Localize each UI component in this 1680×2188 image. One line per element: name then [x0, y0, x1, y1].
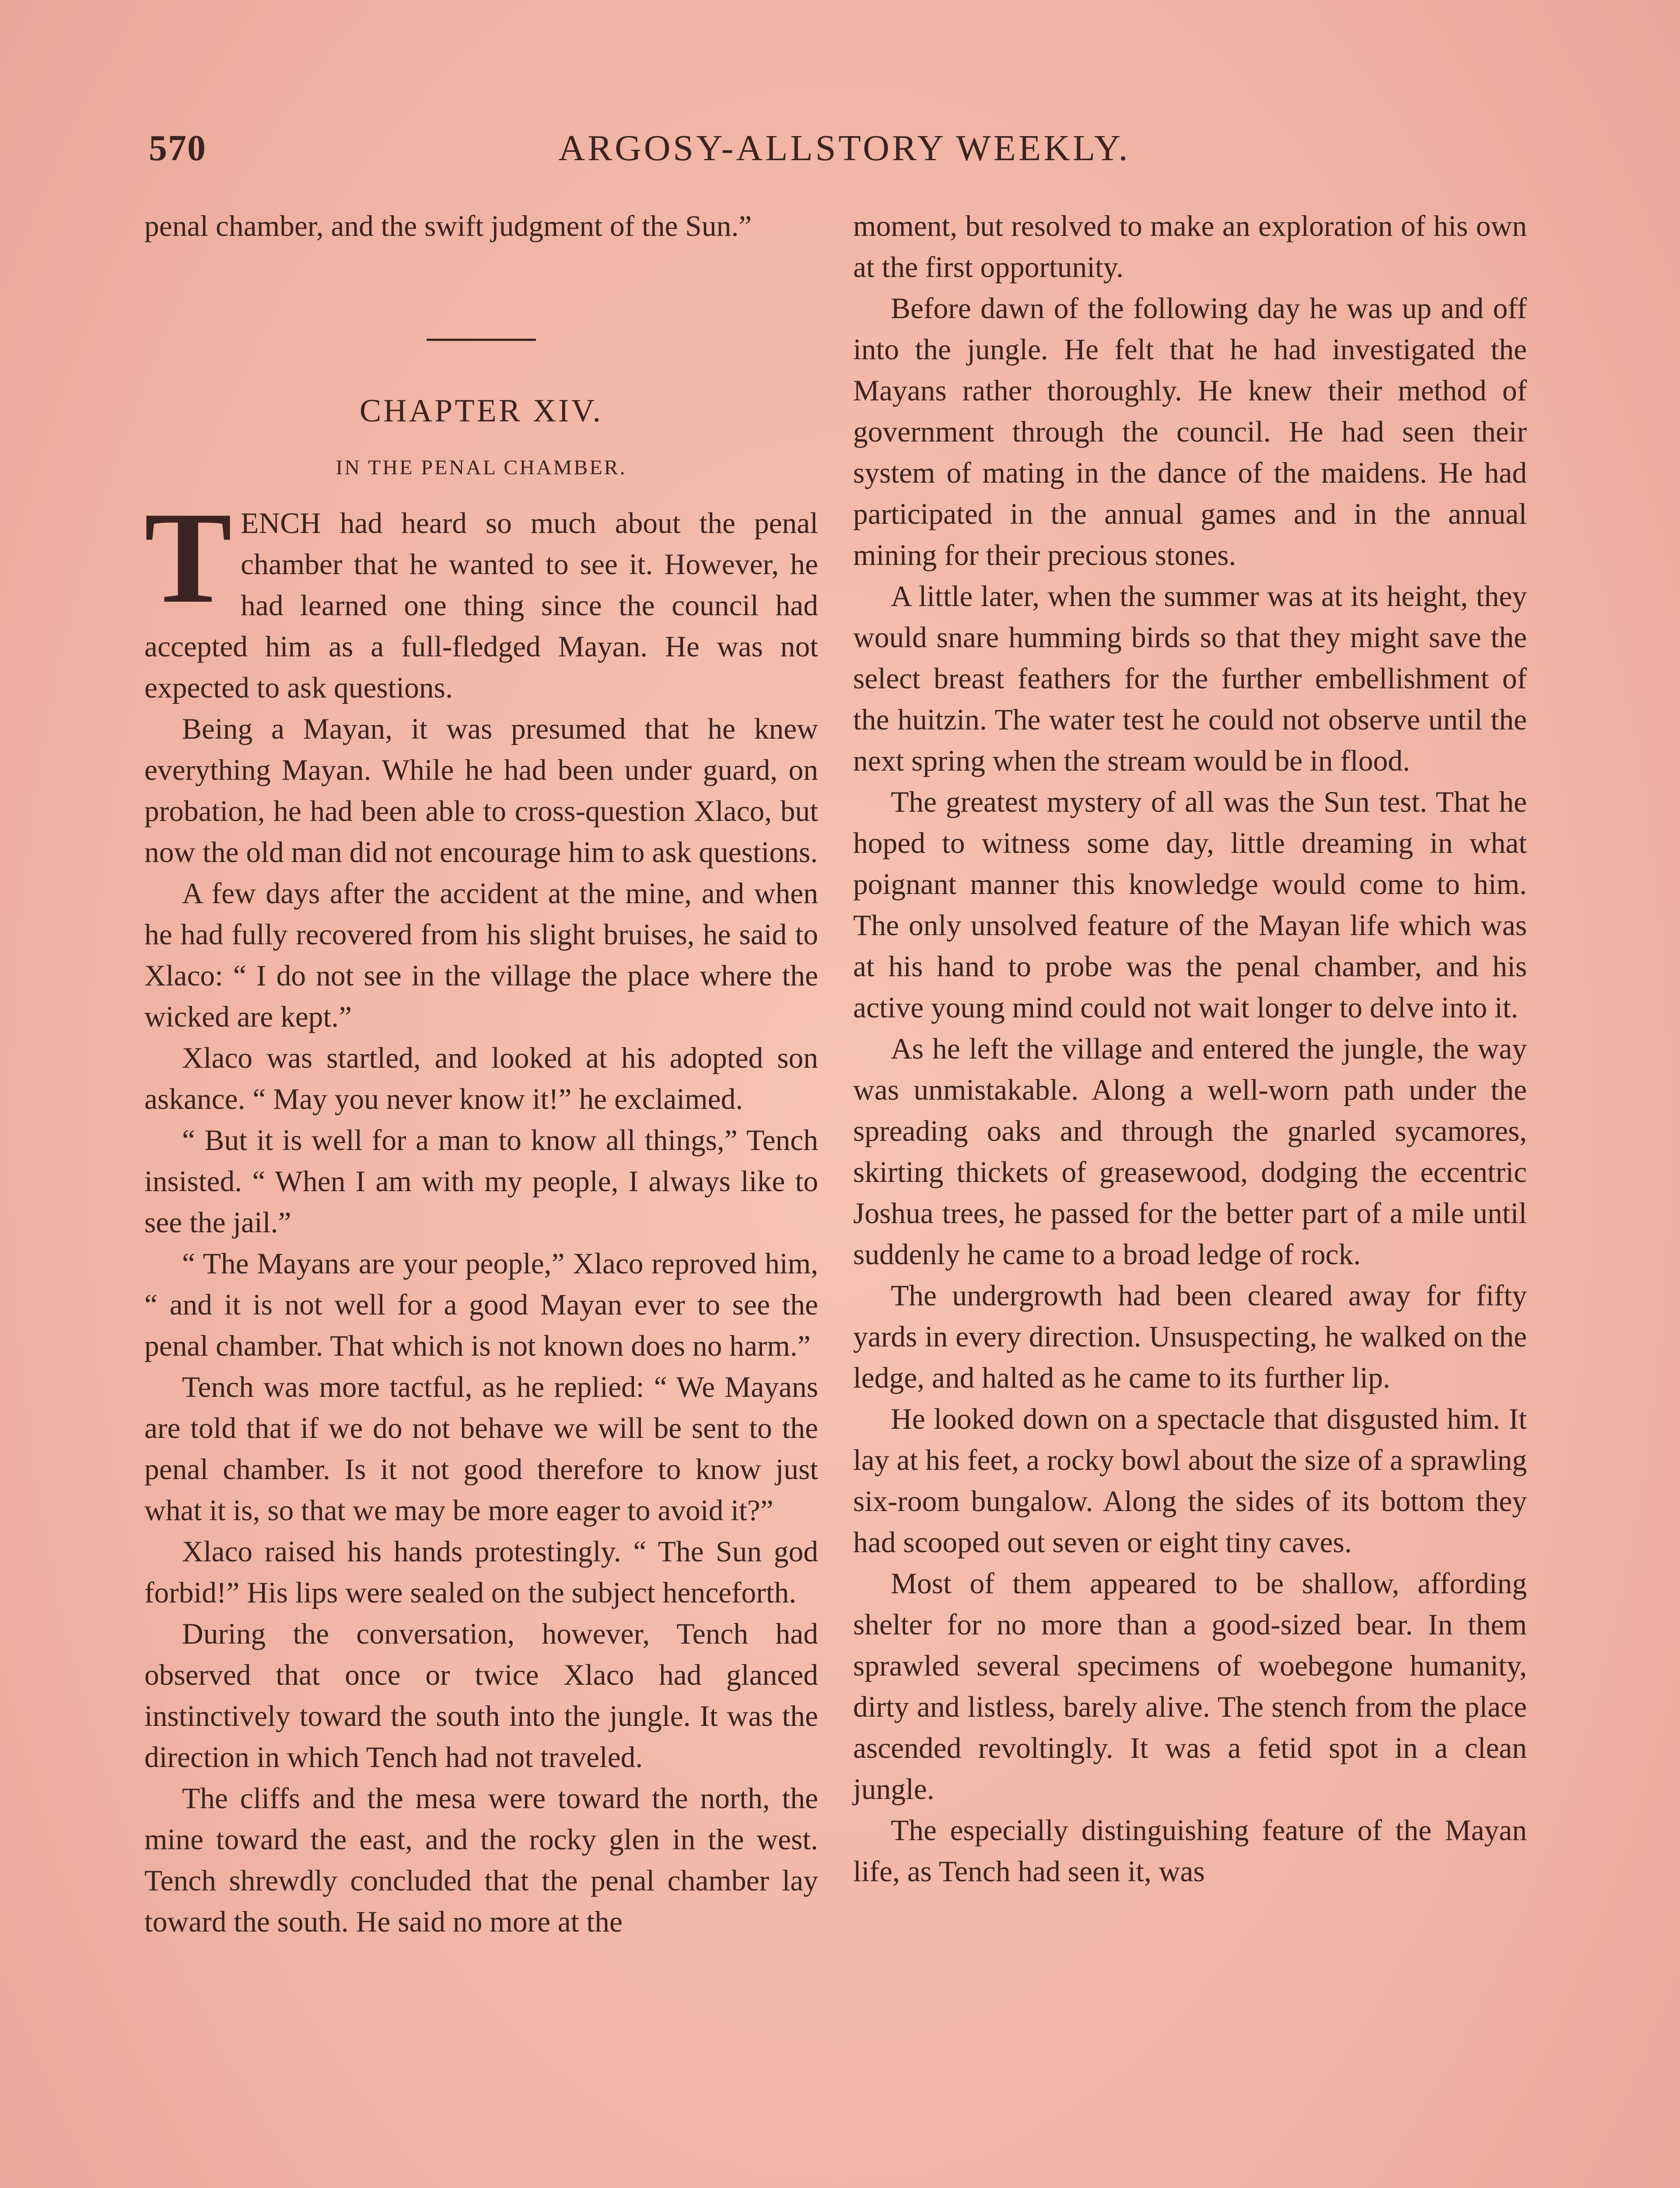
- paragraph: Before dawn of the following day he was up and off into the jungle. He felt that he had investigated the Mayans rather thoroughly. He knew their method of government through the council. He had seen their system of mating in the dance of the maidens. He had participated in the annual games and in the annual mining for their precious stones.: [853, 292, 1527, 572]
- chapter-first-paragraph: [144, 485, 818, 708]
- chapter-title: CHAPTER XIV.: [359, 393, 603, 429]
- paragraph: “ The Mayans are your people,” Xlaco reproved him, “ and it is not well for a good Mayan ever to see the penal chamber. That which is not known does no harm.”: [144, 1247, 818, 1362]
- paragraph: During the conversation, however, Tench had observed that once or twice Xlaco had glanced instinctively toward the south into the jungle. It was the direction in which Tench had not traveled.: [144, 1617, 818, 1774]
- right-column: [853, 206, 1527, 1892]
- paragraph: He looked down on a spectacle that disgusted him. It lay at his feet, a rocky bowl about the size of a sprawling six-room bungalow. Along the sides of its bottom they had scooped out seven or eight tiny caves.: [853, 1403, 1527, 1559]
- paragraph: The undergrowth had been cleared away for fifty yards in every direction. Unsuspecting, he walked on the ledge, and halted as he came to its further lip.: [853, 1279, 1527, 1394]
- paragraph: A few days after the accident at the mine, and when he had fully recovered from his slight bruises, he said to Xlaco: “ I do not see in the village the place where the wicked are kept.”: [144, 877, 818, 1033]
- paragraph: “ But it is well for a man to know all things,” Tench insisted. “ When I am with my people, I always like to see the jail.”: [144, 1124, 818, 1239]
- continued-paragraph: penal chamber, and the swift judgment of the Sun.”: [144, 210, 752, 242]
- running-head: ARGOSY-ALLSTORY WEEKLY.: [558, 128, 1130, 168]
- drop-cap: T: [144, 485, 232, 630]
- chapter-subtitle: IN THE PENAL CHAMBER.: [336, 456, 627, 479]
- paragraph: The cliffs and the mesa were toward the north, the mine toward the east, and the rocky glen in the west. Tench shrewdly concluded that the penal chamber lay toward the south. He said no more at the: [144, 1782, 818, 1938]
- page-number: 570: [149, 128, 206, 168]
- paragraph: Being a Mayan, it was presumed that he knew everything Mayan. While he had been under guard, on probation, he had been able to cross-question Xlaco, but now the old man did not encourage him to ask questions.: [144, 712, 818, 869]
- paragraph: Xlaco raised his hands protestingly. “ The Sun god forbid!” His lips were sealed on the subject henceforth.: [144, 1535, 818, 1609]
- left-column: [144, 206, 818, 1943]
- paragraph: Xlaco was startled, and looked at his adopted son askance. “ May you never know it!” he exclaimed.: [144, 1041, 818, 1115]
- page-header: [149, 127, 1540, 179]
- paragraph: Tench was more tactful, as he replied: “ We Mayans are told that if we do not behave we will be sent to the penal chamber. Is it not good therefore to know just what it is, so that we may be more eager to avoid it?”: [144, 1371, 818, 1527]
- continued-paragraph: moment, but resolved to make an exploration of his own at the first opportunity.: [853, 210, 1527, 284]
- paragraph: The greatest mystery of all was the Sun test. That he hoped to witness some day, little dreaming in what poignant manner this knowledge would come to him. The only unsolved feature of the Mayan life which was at his hand to probe was the penal chamber, and his active young mind could not wait longer to delve into it.: [853, 785, 1527, 1024]
- paragraph: Most of them appeared to be shallow, affording shelter for no more than a good-sized bear. In them sprawled several specimens of woebegone humanity, dirty and listless, barely alive. The stench from the place ascended revoltingly. It was a fetid spot in a clean jungle.: [853, 1567, 1527, 1806]
- paragraph: As he left the village and entered the jungle, the way was unmistakable. Along a well-worn path under the spreading oaks and through the gnarled sycamores, skirting thickets of greasewood, dodging the eccentric Joshua trees, he passed for the better part of a mile until suddenly he came to a broad ledge of rock.: [853, 1032, 1527, 1271]
- paragraph: The especially distinguishing feature of the Mayan life, as Tench had seen it, was: [853, 1814, 1527, 1888]
- first-paragraph-text: ENCH had heard so much about the penal chamber that he wanted to see it. However, he had learned one thing since the council had accepted him as a full-fledged Mayan. He was not expected to ask questions.: [144, 507, 818, 704]
- section-divider: [427, 339, 536, 341]
- paragraph: A little later, when the summer was at its height, they would snare humming birds so that they might save the select breast feathers for the further embellishment of the huitzin. The water test he could not observe until the next spring when the stream would be in flood.: [853, 580, 1527, 777]
